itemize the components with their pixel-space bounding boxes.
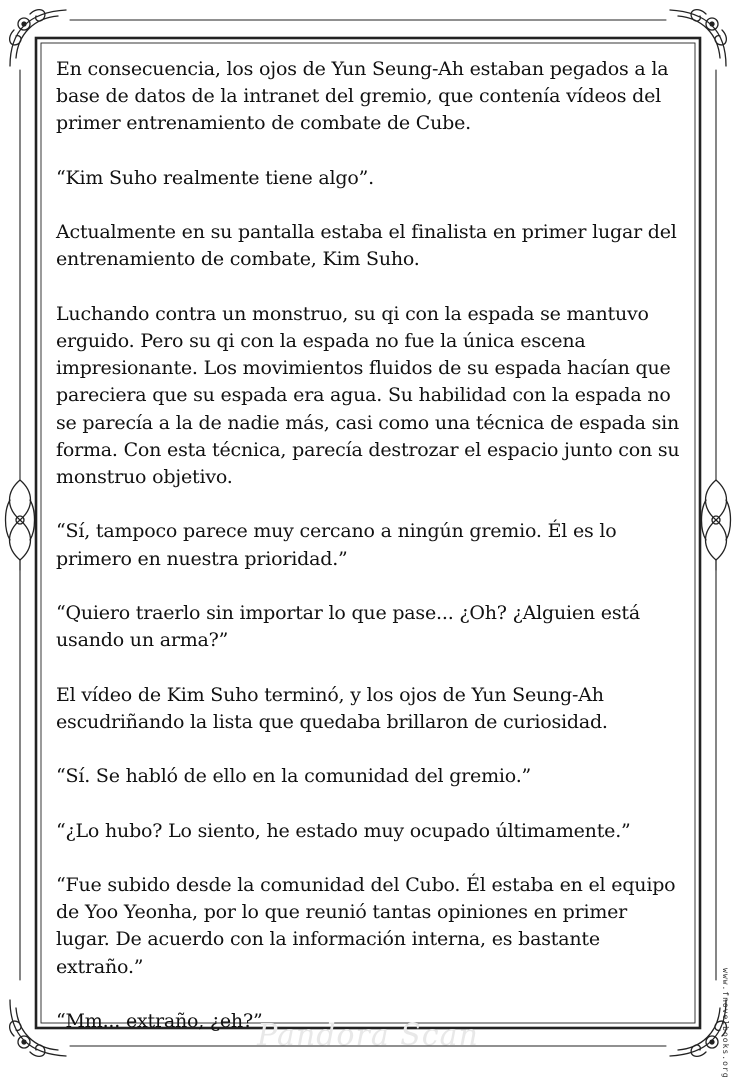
chapter-text	[56, 56, 682, 1032]
paragraph: “Sí, tampoco parece muy cercano a ningún gremio. Él es lo primero en nuestra prioridad.”	[56, 520, 617, 570]
paragraph: En consecuencia, los ojos de Yun Seung-Ah estaban pegados a la base de datos de la intranet del gremio, que contenía vídeos del primer entrenamiento de combate de Cube.	[56, 58, 669, 135]
paragraph: “Quiero traerlo sin importar lo que pase... ¿Oh? ¿Alguien está usando un arma?”	[56, 601, 640, 652]
paragraph: “Kim Suho realmente tiene algo”.	[56, 166, 374, 189]
paragraph: “Mm... extraño, ¿eh?”	[56, 1009, 263, 1032]
scanlation-watermark: Pandora Scan	[257, 1018, 479, 1053]
site-credit: www.fnovelbooks.org	[721, 968, 730, 1079]
paragraph: “Sí. Se habló de ello en la comunidad del gremio.”	[56, 765, 532, 788]
paragraph: Actualmente en su pantalla estaba el finalista en primer lugar del entrenamiento de combate, Kim Suho.	[56, 221, 677, 271]
paragraph: El vídeo de Kim Suho terminó, y los ojos de Yun Seung-Ah escudriñando la lista que quedaba brillaron de curiosidad.	[56, 683, 608, 733]
paragraph: “¿Lo hubo? Lo siento, he estado muy ocupado últimamente.”	[56, 819, 631, 842]
paragraph: “Fue subido desde la comunidad del Cubo. Él estaba en el equipo de Yoo Yeonha, por lo que reunió tantas opiniones en primer lugar. De acuerdo con la información interna, es bastante extraño.”	[56, 873, 676, 978]
paragraph: Luchando contra un monstruo, su qi con la espada se mantuvo erguido. Pero su qi con la espada no fue la única escena impresionante. Los movimientos fluidos de su espada hacían que pareciera que su espada era agua. Su habilidad con la espada no se parecía a la de nadie más, casi como una técnica de espada sin forma. Con esta técnica, parecía destrozar el espacio junto con su monstruo objetivo.	[56, 302, 680, 488]
